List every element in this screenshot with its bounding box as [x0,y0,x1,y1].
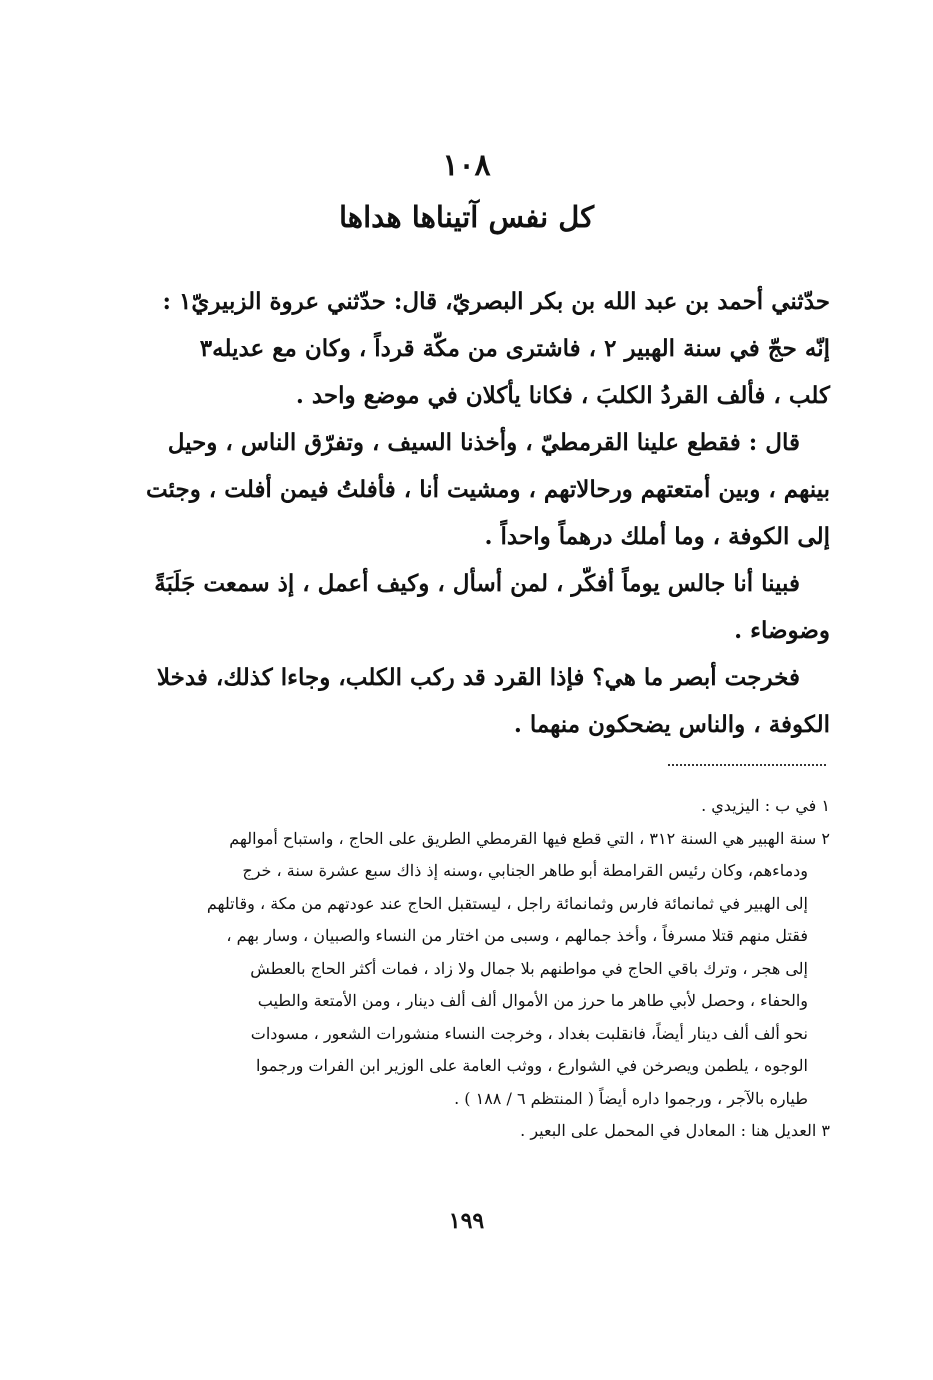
footnote-line: الوجوه ، يلطمن ويصرخن في الشوارع ، ووثب العامة على الوزير ابن الفرات ورجموا [256,1056,808,1075]
footnote-line: نحو ألف ألف دينار أيضاً، فانقلبت بغداد ، وخرجت النساء منشورات الشعور ، مسودات [250,1023,808,1043]
text-line: قال : فقطع علينا القرمطيّ ، وأخذنا السيف ، وتفرّق الناس ، وحيل [167,429,800,456]
footnote-3: ٣ العديل هنا : المعادل في المحمل على البعير . [520,1121,830,1140]
text-line: الكوفة ، والناس يضحكون منهما . [513,711,830,738]
footnote-line: طياره بالآجر ، ورجموا داره أيضاً ( المنتظم ٦ / ١٨٨ ) . [454,1088,808,1108]
footnote-line: إلى الهبير في ثمانمائة فارس وثمانمائة راجل ، ليستقبل الحاج عند عودتهم من مكة ، وقاتلهم [206,893,808,913]
chapter-number: ١٠٨ [442,148,491,183]
paragraph-3 [150,560,830,654]
paragraph-2 [145,419,830,560]
footnote-line: والحفاء ، وحصل لأبي طاهر ما حرز من الأموال ألف ألف دينار ، ومن الأمتعة والطيب [257,991,808,1010]
text-line: وضوضاء . [734,617,830,644]
text-line: كلب ، فألف القردُ الكلبَ ، فكانا يأكلان في موضع واحد . [295,382,830,409]
page-number: ١٩٩ [448,1208,485,1234]
text-line: فبينا أنا جالس يوماً أفكّر ، لمن أسأل ، وكيف أعمل ، إذ سمعت جَلَبَةً [154,570,800,597]
footnote-line: ودماءهم، وكان رئيس القرامطة أبو طاهر الجنابي ،وسنه إذ ذاك سبع عشرة سنة ، خرج [242,861,808,880]
story-body [145,278,830,748]
text-line: بينهم ، وبين أمتعتهم ورحالاتهم ، ومشيت أنا ، فأفلتُ فيمن أفلت ، وجئت [145,476,830,503]
footnote-line: فقتل منهم قتلا مسرفاً ، وأخذ جمالهم ، وسبى من اختار من النساء والصبيان ، وسار بهم ، [226,926,808,945]
footnote-line: إلى هجر ، وترك باقي الحاج في مواطنهم بلا جمال ولا زاد ، فمات أكثر الحاج بالعطش [250,958,808,978]
text-line: إلى الكوفة ، وما أملك درهماً واحداً . [484,523,830,550]
paragraph-1 [150,278,830,419]
footnotes [150,790,830,1148]
chapter-title: كل نفس آتيناها هداها [338,200,595,234]
text-line: إنّه حجّ في سنة الهبير ٢ ، فاشترى من مكّة قرداً ، وكان مع عديله٣ [199,335,830,362]
text-line: فخرجت أبصر ما هي؟ فإذا القرد قد ركب الكلب، وجاءا كذلك، فدخلا [156,664,800,691]
text-line: حدّثني أحمد بن عبد الله بن بكر البصريّ، قال: حدّثني عروة الزبيريّ١ : [162,288,830,315]
footnote-2 [150,823,830,1116]
footnote-line: ٢ سنة الهبير هي السنة ٣١٢ ، التي قطع فيها القرمطي الطريق على الحاج ، واستباح أموالهم [229,828,830,848]
footnote-separator [668,764,826,766]
footnote-1: ١ في ب : اليزيدي . [701,796,830,815]
paragraph-4 [150,654,830,748]
